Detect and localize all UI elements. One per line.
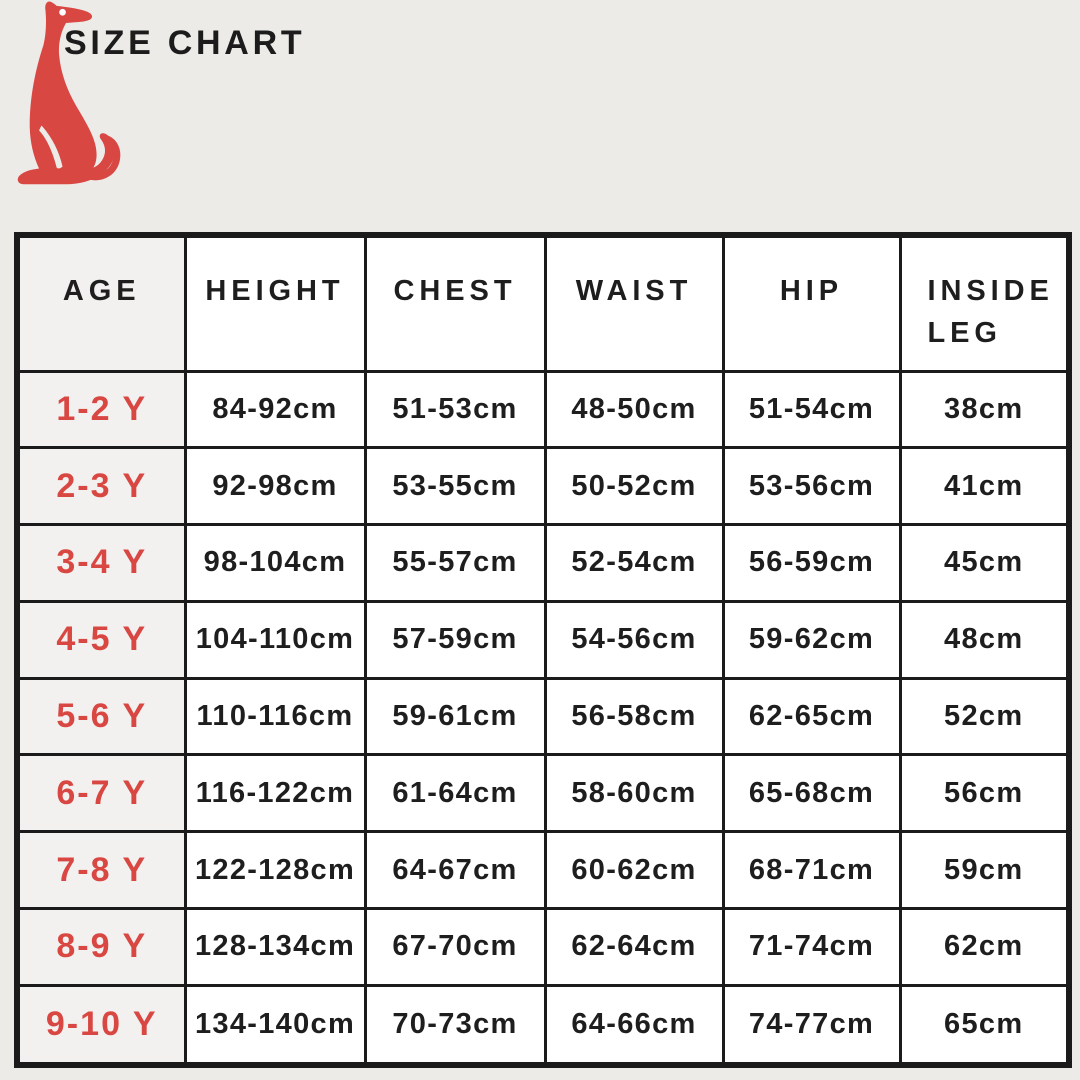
measurement-cell: 48cm <box>900 601 1069 678</box>
table-row <box>17 909 1069 986</box>
measurement-cell: 48-50cm <box>545 371 723 448</box>
measurement-cell: 38cm <box>900 371 1069 448</box>
measurement-cell: 59-62cm <box>723 601 900 678</box>
column-header-height: HEIGHT <box>185 235 365 371</box>
column-header-waist: WAIST <box>545 235 723 371</box>
page-title: SIZE CHART <box>64 24 306 62</box>
column-header-inside-leg: INSIDE LEG <box>900 235 1069 371</box>
measurement-cell: 53-55cm <box>365 448 545 525</box>
measurement-cell: 59-61cm <box>365 678 545 755</box>
measurement-cell: 60-62cm <box>545 832 723 909</box>
measurement-cell: 58-60cm <box>545 755 723 832</box>
measurement-cell: 62cm <box>900 909 1069 986</box>
dog-eye-dot <box>59 9 66 16</box>
measurement-cell: 54-56cm <box>545 601 723 678</box>
table-row <box>17 525 1069 602</box>
measurement-cell: 70-73cm <box>365 985 545 1065</box>
measurement-cell: 50-52cm <box>545 448 723 525</box>
age-cell: 5-6 Y <box>17 678 185 755</box>
size-chart-table <box>14 232 1072 1068</box>
measurement-cell: 51-53cm <box>365 371 545 448</box>
measurement-cell: 128-134cm <box>185 909 365 986</box>
measurement-cell: 59cm <box>900 832 1069 909</box>
age-cell: 8-9 Y <box>17 909 185 986</box>
age-cell: 4-5 Y <box>17 601 185 678</box>
table-row <box>17 985 1069 1065</box>
table-row <box>17 371 1069 448</box>
measurement-cell: 61-64cm <box>365 755 545 832</box>
table-row <box>17 601 1069 678</box>
column-header-chest: CHEST <box>365 235 545 371</box>
measurement-cell: 134-140cm <box>185 985 365 1065</box>
age-cell: 9-10 Y <box>17 985 185 1065</box>
measurement-cell: 67-70cm <box>365 909 545 986</box>
measurement-cell: 53-56cm <box>723 448 900 525</box>
column-header-hip: HIP <box>723 235 900 371</box>
measurement-cell: 52-54cm <box>545 525 723 602</box>
age-cell: 3-4 Y <box>17 525 185 602</box>
measurement-cell: 56cm <box>900 755 1069 832</box>
measurement-cell: 64-66cm <box>545 985 723 1065</box>
measurement-cell: 92-98cm <box>185 448 365 525</box>
measurement-cell: 104-110cm <box>185 601 365 678</box>
measurement-cell: 56-59cm <box>723 525 900 602</box>
measurement-cell: 45cm <box>900 525 1069 602</box>
measurement-cell: 122-128cm <box>185 832 365 909</box>
measurement-cell: 62-64cm <box>545 909 723 986</box>
measurement-cell: 110-116cm <box>185 678 365 755</box>
age-cell: 1-2 Y <box>17 371 185 448</box>
table-row <box>17 755 1069 832</box>
measurement-cell: 84-92cm <box>185 371 365 448</box>
measurement-cell: 98-104cm <box>185 525 365 602</box>
measurement-cell: 68-71cm <box>723 832 900 909</box>
age-cell: 6-7 Y <box>17 755 185 832</box>
measurement-cell: 51-54cm <box>723 371 900 448</box>
measurement-cell: 116-122cm <box>185 755 365 832</box>
measurement-cell: 64-67cm <box>365 832 545 909</box>
measurement-cell: 65-68cm <box>723 755 900 832</box>
measurement-cell: 52cm <box>900 678 1069 755</box>
table-row <box>17 448 1069 525</box>
age-cell: 7-8 Y <box>17 832 185 909</box>
table-row <box>17 832 1069 909</box>
measurement-cell: 62-65cm <box>723 678 900 755</box>
measurement-cell: 41cm <box>900 448 1069 525</box>
measurement-cell: 74-77cm <box>723 985 900 1065</box>
measurement-cell: 71-74cm <box>723 909 900 986</box>
age-cell: 2-3 Y <box>17 448 185 525</box>
table-header-row <box>17 235 1069 371</box>
column-header-age: AGE <box>17 235 185 371</box>
measurement-cell: 56-58cm <box>545 678 723 755</box>
measurement-cell: 65cm <box>900 985 1069 1065</box>
table-row <box>17 678 1069 755</box>
measurement-cell: 55-57cm <box>365 525 545 602</box>
measurement-cell: 57-59cm <box>365 601 545 678</box>
